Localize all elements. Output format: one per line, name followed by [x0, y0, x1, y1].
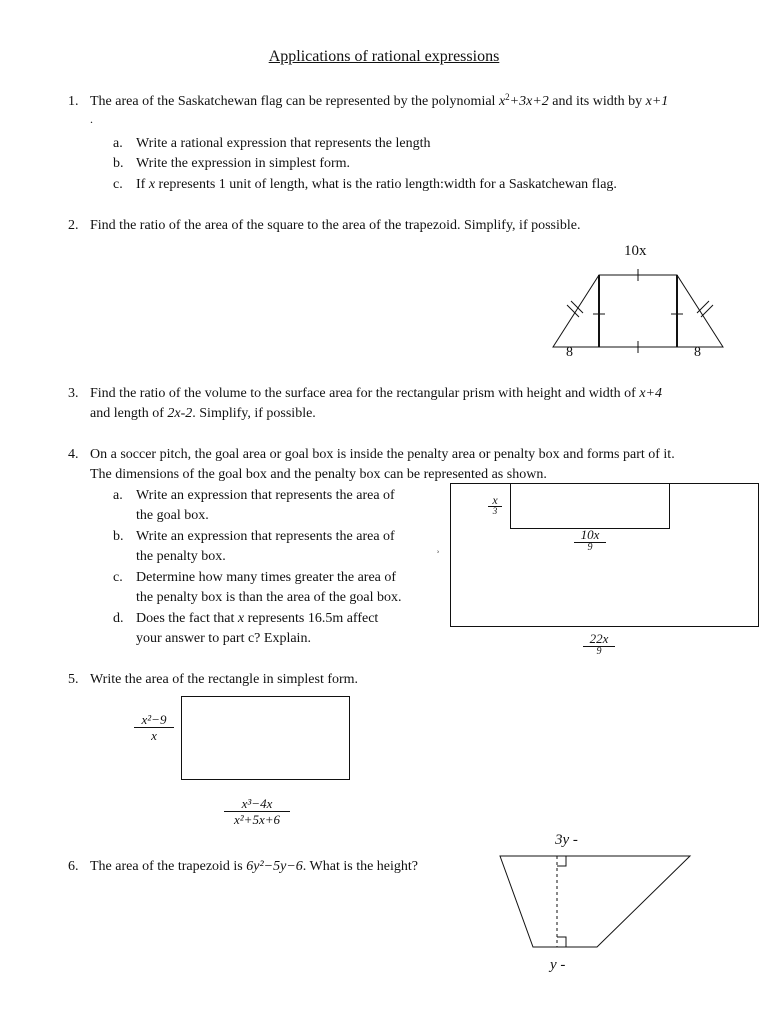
- q4-goal-bottom-num: 10x: [574, 528, 606, 543]
- page-title: Applications of rational expressions: [268, 48, 500, 65]
- q5-side-num: x²−9: [134, 712, 174, 728]
- q3-line2-expr: 2x-2: [167, 406, 193, 421]
- q1c-text: [136, 175, 617, 195]
- q3-line2-post: . Simplify, if possible.: [192, 406, 316, 421]
- q5-side-label: [134, 712, 174, 743]
- q4-left-mark: ʾ: [436, 548, 440, 562]
- q1a-text: Write a rational expression that represents the length: [136, 136, 431, 151]
- q4c-line2: the penalty box is than the area of the goal box.: [136, 590, 402, 605]
- q6-right-angle-top: [557, 856, 566, 866]
- q6-trapezoid-outline: [500, 856, 690, 947]
- q1b-marker: b.: [113, 156, 124, 171]
- q4-line1: On a soccer pitch, the goal area or goal box is inside the penalty area or penalty box and forms part of it.: [90, 447, 675, 462]
- q5-bottom-label: [224, 796, 290, 827]
- q1-poly-x: x: [498, 94, 506, 109]
- q1c-marker: c.: [113, 177, 123, 192]
- q1a-marker: a.: [113, 136, 123, 151]
- q5-number: 5.: [68, 672, 79, 687]
- q6-right-angle-bottom: [557, 937, 566, 947]
- q3-line2-pre: and length of: [90, 406, 168, 421]
- q5-text: Write the area of the rectangle in simplest form.: [90, 672, 359, 687]
- q4c-line1: Determine how many times greater the area of: [136, 570, 397, 585]
- q4d-line1: [136, 609, 378, 629]
- q4b-line2: the penalty box.: [136, 549, 226, 564]
- q4-goal-bottom-den: 9: [587, 542, 593, 553]
- q4b-line1: Write an expression that represents the area of: [136, 529, 395, 544]
- q5-bottom-num: x³−4x: [224, 796, 290, 812]
- q2-number: 2.: [68, 218, 79, 233]
- q4a-line2: the goal box.: [136, 508, 209, 523]
- q4-penalty-bottom-label: [583, 632, 615, 656]
- q4d-line1-pre: Does the fact that: [136, 611, 238, 626]
- q5-rectangle-figure: [180, 695, 352, 782]
- q4b-marker: b.: [113, 529, 124, 544]
- q3-line1-expr: x+4: [639, 386, 663, 401]
- q2-fig-left-label: 8: [566, 345, 573, 360]
- q4-penalty-bottom-den: 9: [596, 646, 602, 657]
- q1c-text-pre: If: [136, 177, 149, 192]
- q4-goal-side-den: 3: [492, 506, 498, 516]
- q6-fig-bottom-label: y -: [550, 957, 566, 973]
- q4-goal-side-num: x: [488, 494, 502, 507]
- q6-number: 6.: [68, 859, 79, 874]
- q1-text-pre: The area of the Saskatchewan flag can be represented by the polynomial: [90, 94, 499, 109]
- q4-number: 4.: [68, 447, 79, 462]
- q3-line1: [90, 384, 662, 404]
- q1b-text: Write the expression in simplest form.: [136, 156, 351, 171]
- q4-penalty-bottom-num: 22x: [583, 632, 615, 647]
- q4a-line1: Write an expression that represents the area of: [136, 488, 395, 503]
- q6-text: [90, 857, 418, 877]
- q4d-var: x: [237, 611, 245, 626]
- q1-number: 1.: [68, 94, 79, 109]
- q4d-line2: your answer to part c? Explain.: [136, 631, 311, 646]
- q6-text-post: . What is the height?: [302, 859, 419, 874]
- q1-trailing-dot: .: [90, 112, 93, 126]
- q2-text: Find the ratio of the area of the square to the area of the trapezoid. Simplify, if possible.: [90, 218, 581, 233]
- q5-rectangle: [182, 697, 350, 780]
- q5-side-den: x: [151, 728, 157, 743]
- q2-fig-right-label: 8: [694, 345, 701, 360]
- q1c-var: x: [148, 177, 156, 192]
- q4d-line1-post: represents 16.5m affect: [244, 611, 379, 626]
- q4-line2: The dimensions of the goal box and the penalty box can be represented as shown.: [90, 467, 547, 482]
- q2-trapezoid-figure: [548, 262, 728, 354]
- q2-fig-top-label: 10x: [624, 243, 647, 259]
- q1-width-expr: x+1: [645, 94, 669, 109]
- q3-number: 3.: [68, 386, 79, 401]
- q4-goal-bottom-label: [574, 528, 606, 552]
- q6-trapezoid-figure: [498, 850, 694, 952]
- q6-fig-top-label: 3y -: [555, 832, 578, 848]
- q1-text-mid: and its width by: [548, 94, 646, 109]
- q4-goal-box: [511, 484, 670, 529]
- q6-expr: 6y²−5y−6: [246, 859, 303, 874]
- q4d-marker: d.: [113, 611, 124, 626]
- q1-poly-exp: 2: [505, 92, 510, 102]
- q4a-marker: a.: [113, 488, 123, 503]
- q4-goal-side-label: [488, 494, 502, 516]
- q1-poly-rest: +3x+2: [509, 94, 549, 109]
- q2-trapezoid-outline: [553, 275, 723, 347]
- q4c-marker: c.: [113, 570, 123, 585]
- q3-line2: [90, 404, 316, 424]
- q5-bottom-den: x²+5x+6: [234, 812, 280, 827]
- q1-text: [90, 92, 668, 112]
- q3-line1-pre: Find the ratio of the volume to the surface area for the rectangular prism with height and width of: [90, 386, 640, 401]
- q6-text-pre: The area of the trapezoid is: [90, 859, 247, 874]
- q1c-text-post: represents 1 unit of length, what is the ratio length:width for a Saskatchewan flag.: [155, 177, 617, 192]
